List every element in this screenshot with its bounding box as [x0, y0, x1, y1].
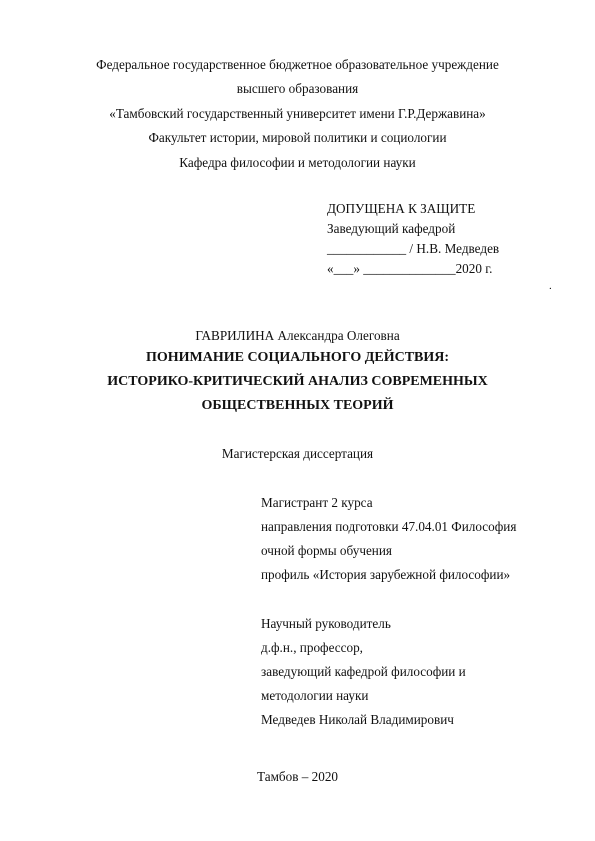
department-name: Кафедра философии и методологии науки	[179, 155, 416, 170]
work-type: Магистерская диссертация	[221, 446, 374, 461]
approval-mark: .	[549, 280, 552, 292]
student-line-2: направления подготовки 47.04.01 Философия	[261, 519, 517, 534]
supervisor-line-2: д.ф.н., профессор,	[261, 640, 363, 655]
thesis-title-line-2: ИСТОРИКО-КРИТИЧЕСКИЙ АНАЛИЗ СОВРЕМЕННЫХ	[107, 374, 488, 389]
approval-signature: ____________ / Н.В. Медведев	[327, 241, 500, 256]
approval-date: «___» ______________2020 г.	[327, 261, 493, 276]
student-line-1: Магистрант 2 курса	[261, 495, 373, 510]
city-year: Тамбов – 2020	[256, 769, 339, 784]
faculty-name: Факультет истории, мировой политики и социологии	[148, 130, 447, 145]
institution-line-1: Федеральное государственное бюджетное образовательное учреждение	[96, 57, 499, 72]
student-line-3: очной формы обучения	[261, 543, 392, 558]
approval-title: ДОПУЩЕНА К ЗАЩИТЕ	[327, 201, 476, 216]
supervisor-line-4: методологии науки	[261, 688, 369, 703]
thesis-title-line-1: ПОНИМАНИЕ СОЦИАЛЬНОГО ДЕЙСТВИЯ:	[145, 350, 450, 365]
supervisor-line-1: Научный руководитель	[261, 616, 391, 631]
institution-line-2: высшего образования	[236, 81, 359, 96]
approval-role: Заведующий кафедрой	[327, 221, 456, 236]
student-line-4: профиль «История зарубежной философии»	[261, 567, 511, 582]
author-name: ГАВРИЛИНА Александра Олеговна	[195, 328, 400, 343]
institution-line-3: «Тамбовский государственный университет имени Г.Р.Державина»	[109, 106, 486, 121]
supervisor-line-5: Медведев Николай Владимирович	[261, 712, 454, 727]
supervisor-line-3: заведующий кафедрой философии и	[261, 664, 466, 679]
thesis-title-line-3: ОБЩЕСТВЕННЫХ ТЕОРИЙ	[201, 398, 394, 413]
